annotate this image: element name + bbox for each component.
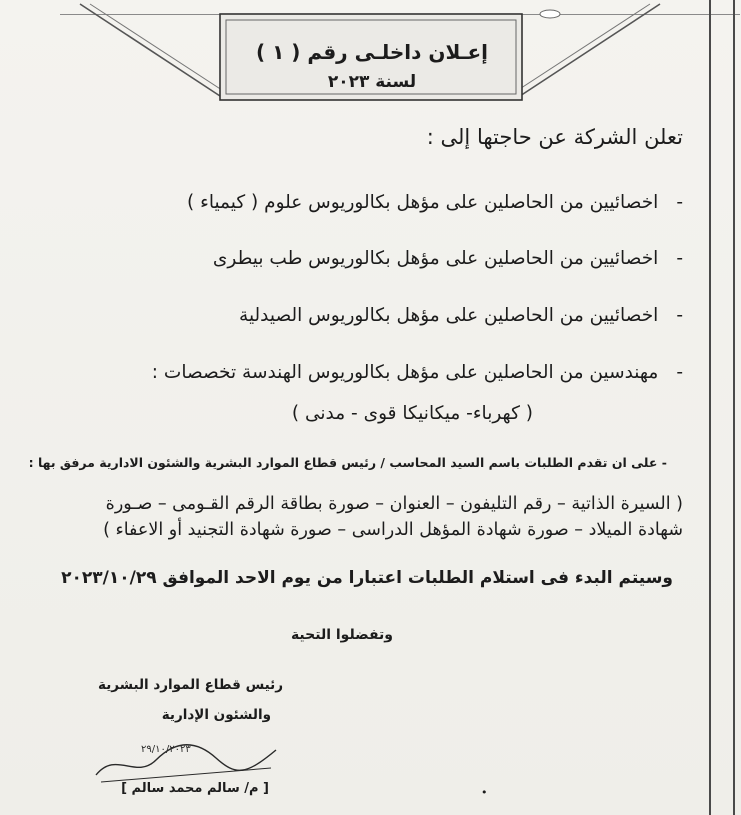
item-text: مهندسين من الحاصلين على مؤهل بكالوريوس الهندسة تخصصات : [151, 362, 659, 383]
right-border [709, 0, 735, 815]
item-dash: - [676, 248, 683, 269]
list-item [187, 192, 683, 213]
item-text: اخصائيين من الحاصلين على مؤهل بكالوريوس طب بيطرى [212, 248, 659, 269]
item-dash: - [676, 305, 683, 326]
intro-text: تعلن الشركة عن حاجتها إلى : [426, 125, 683, 149]
engineering-specialties: ( كهرباء- ميكانيكا قوى - مدنى ) [291, 403, 533, 424]
announcement-title: إعـلان داخلـى رقم ( ١ ) [256, 40, 488, 64]
list-item [239, 305, 683, 326]
dot-mark: • [481, 786, 488, 799]
signatory-name: [ م/ سالم محمد سالم ] [121, 781, 269, 796]
announcement-year: لسنة ٢٠٢٣ [327, 72, 417, 92]
start-date-notice: وسيتم البدء فى استلام الطلبات اعتبارا من يوم الاحد الموافق ٢٠٢٣/١٠/٢٩ [61, 568, 673, 588]
signatory-title-line2: والشئون الإدارية [161, 707, 271, 723]
announcement-header [222, 20, 522, 102]
list-item [213, 248, 683, 269]
item-dash: - [676, 192, 683, 213]
signature-date: ٢٩/١٠/٢٠٢٣ [141, 744, 191, 755]
signatory-title-line1: رئيس قطاع الموارد البشرية [98, 677, 283, 693]
required-documents: ( السيرة الذاتية – رقم التليفون – العنوان – صورة بطاقة الرقم القـومى – صـورة شهادة الميلاد – صورة شهادة المؤهل الدراسى – صورة شهادة التجنيد أو الاعفاء ) [103, 494, 683, 540]
item-dash: - [676, 362, 683, 383]
greeting: وتفضلوا التحية [290, 627, 393, 643]
item-text: اخصائيين من الحاصلين على مؤهل بكالوريوس علوم ( كيمياء ) [187, 192, 659, 213]
item-text: اخصائيين من الحاصلين على مؤهل بكالوريوس الصيدلية [239, 305, 659, 326]
list-item [152, 362, 683, 383]
application-note: - على ان تقدم الطلبات باسم السيد المحاسب / رئيس قطاع الموارد البشرية والشئون الادارية مرفق بها : [28, 455, 667, 470]
